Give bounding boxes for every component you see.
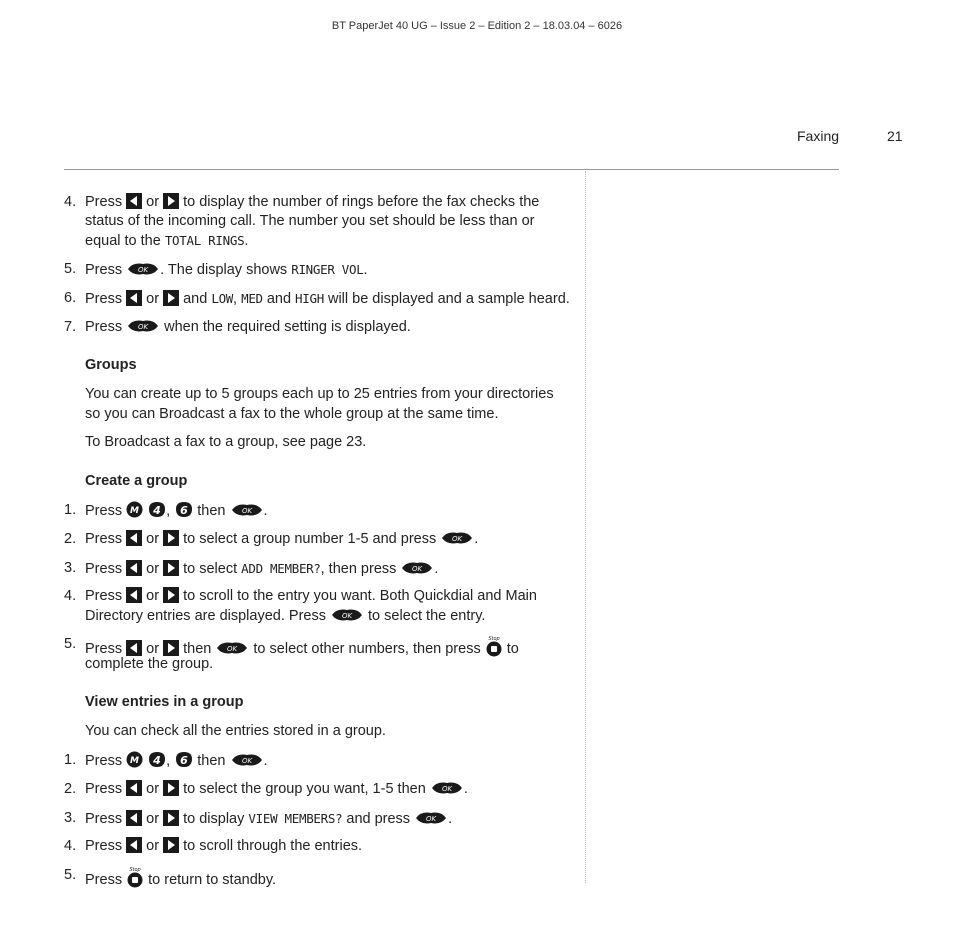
ok-key-icon (330, 607, 364, 629)
view-entries-heading: View entries in a group (85, 694, 244, 710)
step-text: Press OK when the required setting is displayed. (85, 318, 411, 340)
ok-key-icon (215, 640, 249, 662)
svg-text:OK: OK (426, 815, 437, 823)
paragraph: To Broadcast a fax to a group, see page 23. (85, 434, 367, 450)
paragraph: so you can Broadcast a fax to the whole group at the same time. (85, 406, 499, 422)
stop-key-icon (126, 866, 144, 894)
step-number: 4. (64, 588, 77, 604)
step-text: Press M 4 , 6 then OK . (85, 751, 268, 774)
svg-text:OK: OK (341, 612, 353, 620)
groups-heading: Groups (85, 357, 137, 373)
step-text: Press OK . The display shows RINGER VOL. (85, 260, 368, 283)
step-text: Press or to display the number of rings before the fax checks the (85, 193, 539, 215)
step-number: 1. (64, 752, 77, 768)
step-number: 3. (64, 810, 77, 826)
step-number: 1. (64, 502, 77, 518)
right-arrow-key-icon (163, 530, 179, 552)
svg-text:Stop: Stop (129, 867, 141, 873)
ok-key-icon (126, 261, 160, 283)
ok-key-icon (230, 502, 264, 524)
step-text: Press or to scroll to the entry you want. Both Quickdial and Main (85, 587, 537, 609)
step-text: complete the group. (85, 656, 214, 672)
step-number: 7. (64, 319, 77, 335)
svg-text:4: 4 (153, 504, 161, 517)
svg-text:M: M (130, 756, 140, 766)
step-number: 5. (64, 636, 77, 652)
four-key-icon (147, 751, 166, 774)
svg-text:6: 6 (180, 754, 189, 767)
ok-key-icon (440, 530, 474, 552)
menu-key-icon (126, 751, 143, 774)
right-arrow-key-icon (163, 837, 179, 859)
step-number: 4. (64, 194, 77, 210)
svg-text:6: 6 (180, 504, 189, 517)
right-arrow-key-icon (163, 810, 179, 832)
step-text: equal to the TOTAL RINGS. (85, 233, 249, 249)
step-text: status of the incoming call. The number you set should be less than or (85, 213, 535, 229)
svg-text:OK: OK (441, 785, 452, 793)
svg-text:Stop: Stop (488, 636, 500, 642)
svg-text:M: M (130, 506, 140, 516)
left-arrow-key-icon (126, 810, 142, 832)
paragraph: You can check all the entries stored in a group. (85, 723, 386, 739)
left-arrow-key-icon (126, 560, 142, 582)
display-text: LOW (211, 291, 234, 306)
left-arrow-key-icon (126, 780, 142, 802)
step-text: Press M 4 , 6 then OK . (85, 501, 268, 524)
ok-key-icon (126, 318, 160, 340)
left-arrow-key-icon (126, 837, 142, 859)
menu-key-icon (126, 501, 143, 524)
ok-key-icon (430, 780, 464, 802)
step-text: Press or to select ADD MEMBER?, then press OK . (85, 559, 438, 582)
svg-text:OK: OK (241, 757, 252, 765)
svg-text:OK: OK (241, 507, 252, 515)
right-arrow-key-icon (163, 587, 179, 609)
step-text: Press or to display VIEW MEMBERS? and press OK . (85, 809, 452, 832)
display-text: MED (241, 291, 263, 306)
left-arrow-key-icon (126, 290, 142, 312)
paragraph: You can create up to 5 groups each up to 25 entries from your directories (85, 386, 554, 402)
svg-text:4: 4 (153, 754, 161, 767)
step-number: 2. (64, 781, 77, 797)
step-number: 4. (64, 838, 77, 854)
right-arrow-key-icon (163, 290, 179, 312)
left-arrow-key-icon (126, 587, 142, 609)
step-text: Directory entries are displayed. Press OK to select the entry. (85, 607, 485, 629)
create-group-heading: Create a group (85, 473, 188, 489)
step-text: Press or then OK to select other numbers, then press Stop to (85, 635, 519, 663)
display-text: HIGH (295, 291, 324, 306)
display-text: TOTAL RINGS (164, 233, 245, 248)
step-text: Press Stop to return to standby. (85, 866, 276, 894)
ok-key-icon (400, 560, 434, 582)
step-text: Press or and LOW, MED and HIGH will be displayed and a sample heard. (85, 289, 570, 312)
right-arrow-key-icon (163, 560, 179, 582)
page-number: 21 (887, 128, 903, 144)
svg-text:OK: OK (412, 565, 423, 573)
six-key-icon (174, 501, 193, 524)
right-arrow-key-icon (163, 780, 179, 802)
ok-key-icon (414, 810, 448, 832)
step-text: Press or to select the group you want, 1-5 then OK . (85, 780, 468, 802)
step-number: 5. (64, 867, 77, 883)
display-text: RINGER VOL (291, 262, 364, 277)
svg-text:OK: OK (452, 535, 463, 543)
svg-text:OK: OK (138, 323, 149, 331)
document-info: BT PaperJet 40 UG – Issue 2 – Edition 2 – 18.03.04 – 6026 (331, 20, 623, 32)
svg-text:OK: OK (138, 266, 149, 274)
step-number: 6. (64, 290, 77, 306)
svg-text:OK: OK (227, 645, 238, 653)
stop-key-icon (485, 635, 503, 663)
six-key-icon (174, 751, 193, 774)
step-number: 2. (64, 531, 77, 547)
section-title: Faxing (797, 128, 840, 144)
step-text: Press or to scroll through the entries. (85, 837, 362, 859)
step-number: 3. (64, 560, 77, 576)
step-number: 5. (64, 261, 77, 277)
left-arrow-key-icon (126, 530, 142, 552)
display-text: ADD MEMBER? (241, 561, 321, 576)
four-key-icon (147, 501, 166, 524)
display-text: VIEW MEMBERS? (248, 811, 343, 826)
step-text: Press or to select a group number 1-5 and press OK . (85, 530, 478, 552)
ok-key-icon (230, 752, 264, 774)
